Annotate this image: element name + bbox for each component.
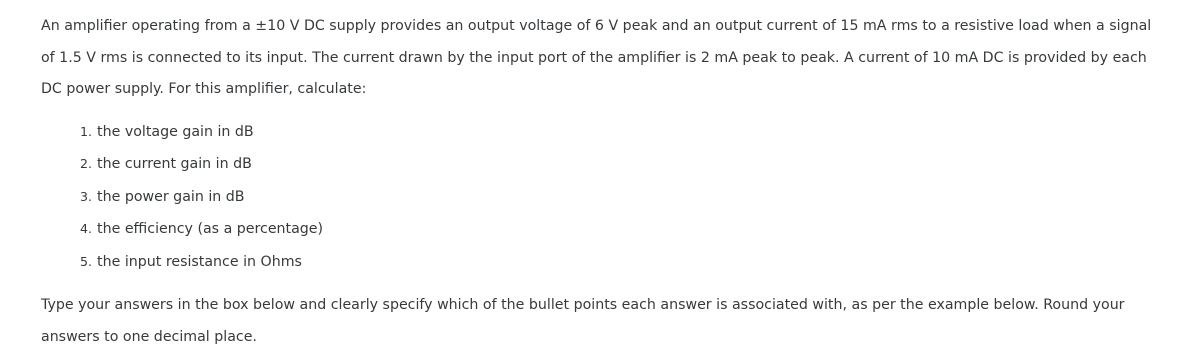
list-item-text: the voltage gain in dB — [97, 123, 254, 140]
list-item — [80, 213, 1160, 246]
list-item-number: 1. — [80, 123, 93, 139]
list-item-number: 4. — [80, 221, 93, 237]
task-list — [41, 116, 1160, 279]
list-item — [80, 246, 1160, 279]
answer-instructions: Type your answers in the box below and clearly specify which of the bullet points each answer is associated with, as per the example below. Round your answers to one decimal place. — [41, 297, 1125, 345]
list-item — [80, 181, 1160, 214]
list-item-text: the efficiency (as a percentage) — [97, 221, 324, 238]
list-item-text: the current gain in dB — [97, 156, 252, 173]
question-intro: An amplifier operating from a ±10 V DC supply provides an output voltage of 6 V peak and an output current of 15 mA rms to a resistive load when a signal of 1.5 V rms is connected to its input. The current drawn by the input port of the amplifier is 2 mA peak to peak. A current of 10 mA DC is provided by each DC power supply. For this amplifier, calculate: — [41, 18, 1152, 97]
list-item-number: 3. — [80, 188, 93, 204]
list-item-number: 2. — [80, 156, 93, 172]
list-item-text: the input resistance in Ohms — [97, 253, 302, 270]
list-item-number: 5. — [80, 253, 93, 269]
list-item-text: the power gain in dB — [97, 188, 245, 205]
list-item — [80, 116, 1160, 149]
list-item — [80, 148, 1160, 181]
